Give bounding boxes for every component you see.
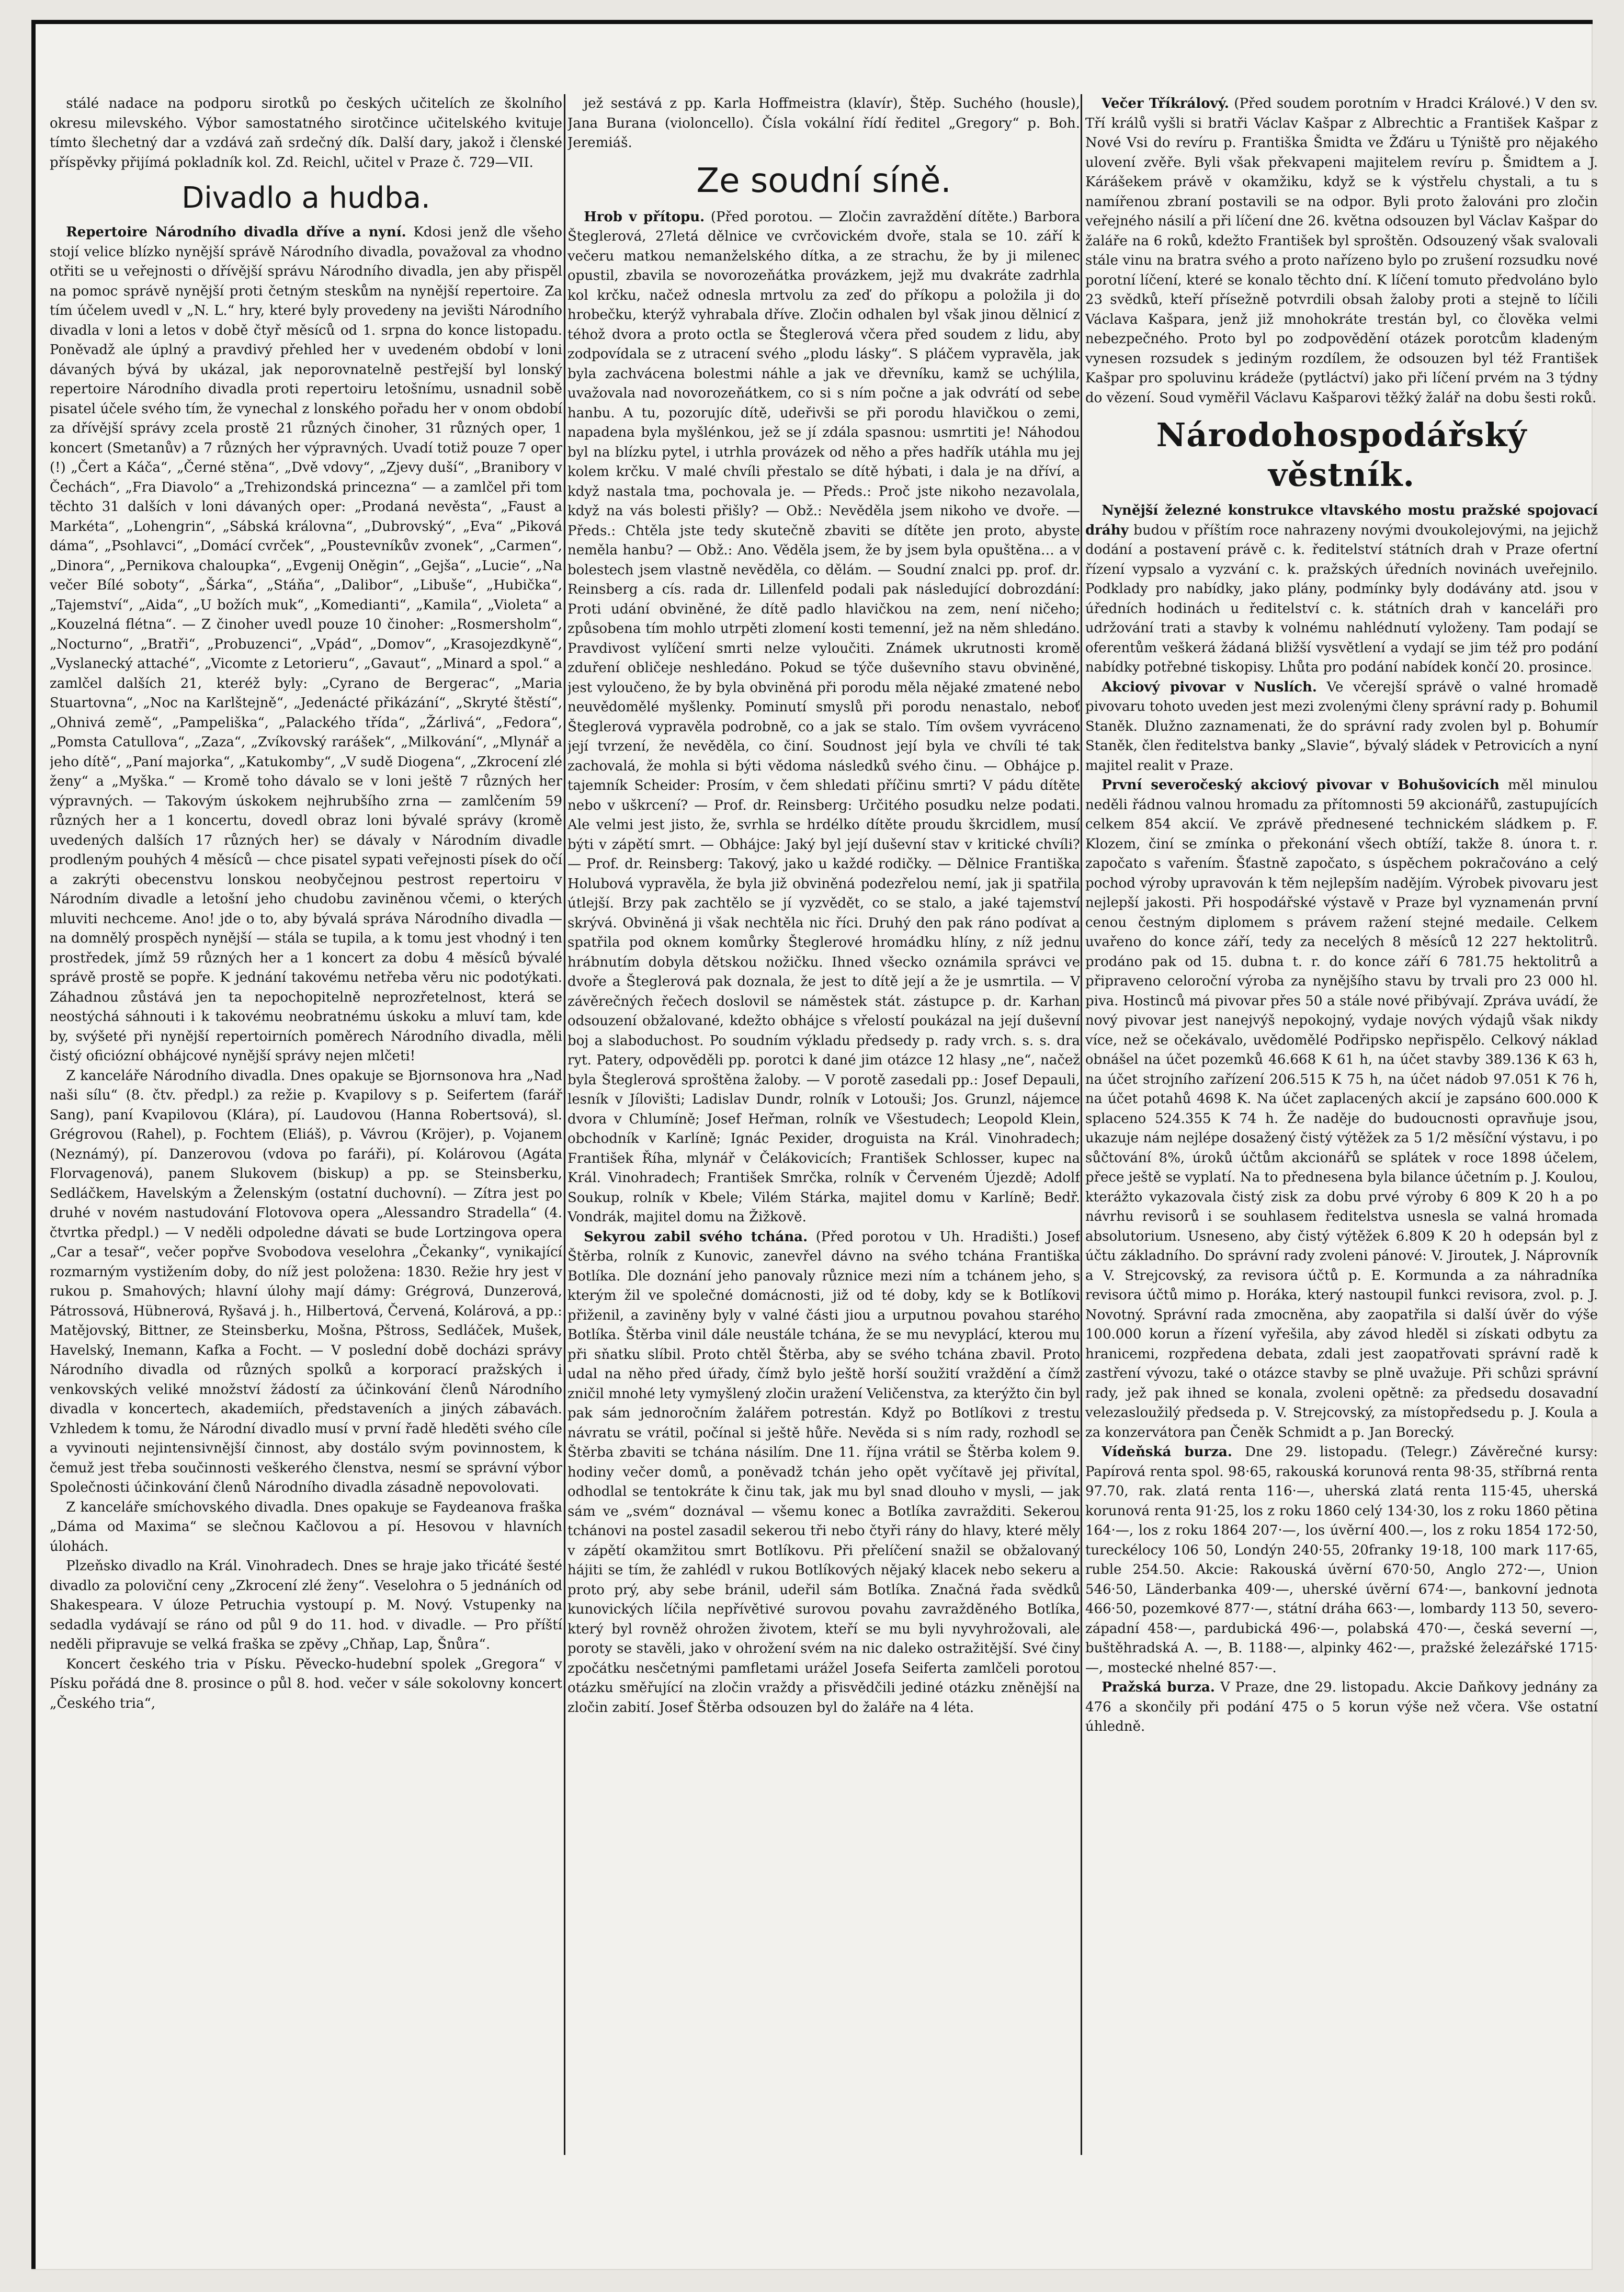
article-paragraph: [1085, 776, 1598, 1443]
article-body: (Před porotou. — Zločin zavraždění dítěte.) Barbora Šteglerová, 27letá dělnice ve cvrčovickém dvoře, stala se 10. září k večeru matkou nemanželského dítka, a ze strachu, že by ji milenec opustil, zbavila se novorozeňátka provázkem, jejž mu dvakráte zadrhla kol krčku, načež odnesla mrtvolu za zeď do příkopu a položila ji do hrobečku, kterýž vyhrabala dříve. Zločin odhalen byl však jinou dělnicí z téhož dvora a proto octla se Šteglerová včera před soudem z lidu, aby zodpovídala se z utracení svého „plodu lásky“. S pláčem vypravěla, jak byla zachvácena bolestmi náhle a jak ve dřevníku, kamž se uchýlila, uvažovala nad novorozeňátkem, co si s ním počne a jak odvrátí od sebe hanbu. A tu, pozorujíc dítě, udeřivši se při porodu hlavičkou o zemi, napadena byla myšlénkou, jež se jí zdála spasnou: usmrtiti je! Náhodou byl na blízku pytel, i utrhla provázek od něho a přes hadřík utáhla mu jej kolem krčku. V malé chvíli přestalo se dítě hýbati, i dala je na dříví, a když nastala tma, pochovala je. — Předs.: Proč jste nikoho nezavolala, když na vás bolesti přišly? — Obž.: Nevěděla jsem nikoho ve dvoře. — Předs.: Chtěla jste tedy skutečně zbaviti se dítěte jen proto, abyste neměla hanbu? — Obž.: Ano. Věděla jsem, že by jsem byla opuštěna… a v bolestech jsem vlastně nevěděla, co dělám. — Soudní znalci pp. prof. dr. Reinsberg a cís. rada dr. Lillenfeld podali pak následující dobrozdání: Proti udání obviněné, že dítě padlo hlavičkou na zem, není ničeho; způsobena tím mohlo utrpěti zlomení kosti temenní, jež na něm shledáno. Pravdivost vylíčení smrti nelze vyloučiti. Známek ukrutnosti kromě zduření obličeje neshledáno. Pokud se týče duševního stavu obviněné, jest vyloučeno, že by byla obviněná při porodu měla nějaké zmatené nebo neuvědomělé myšlenky. Pominutí smyslů při porodu nenastalo, neboť Šteglerová vypravěla podrobně, co a jak se stalo. Tím ovšem vyvráceno její tvrzení, že nevěděla, co činí. Soudnost její byla ve chvíli té tak zachovalá, že mohla si býti vědoma následků svého činu. — Obhájce p. tajemník Scheider: Prosím, v čem shledati příčinu smrti? V pádu dítěte nebo v uškrcení? — Prof. dr. Reinsberg: Určitého posudku nelze podati. Ale velmi jest jisto, že, svrhla se hrdélko dítěte proudu škrcidlem, musí býti v zápětí smrt. — Obhájce: Jaký byl její duševní stav v kritické chvíli? — Prof. dr. Reinsberg: Takový, jako u každé rodičky. — Dělnice Františka Holubová vypravěla, že byla již obviněná podezřelou nemí, jak ji spatřila útlejší. Brzy pak zachtělo se jí vyzvědět, co se stalo, a jaké tajemství skrývá. Obviněná ji však nechtěla nic říci. Druhý den pak ráno podívat a spatřila pod oknem komůrky Šteglerové hromádku hlíny, z níž jednu hrábnutím dobyla dětskou nožičku. Ihned všecko oznámila správci ve dvoře a Šteglerová pak doznala, že jest to dítě její a že je usmrtila. — V závěrečných řečech doslovil se náměstek stát. zástupce p. dr. Karhan odsouzení obžalované, kdežto obhájce s vřelostí poukázal na její duševní boj a slaboduchost. Po soudním výkladu předsedy p. rady vrch. s. s. dra ryt. Patery, odpověděli pp. porotci k dané jim otázce 12 hlasy „ne“, načež byla Šteglerová sproštěna žaloby. — V porotě zasedali pp.: Josef Depauli, lesník v Jílovišti; Ladislav Dundr, rolník v Lotouši; Jos. Grunzl, nájemce dvora v Chlumíně; Josef Heřman, rolník ve Všestudech; Leopold Klein, obchodník v Karlíně; Ignác Pexider, droguista na Král. Vinohradech; František Říha, mlynář v Čelákovicích; František Schlosser, kupec na Král. Vinohradech; František Smrčka, rolník v Červeném Újezdě; Adolf Soukup, rolník v Kbele; Vilém Stárka, majitel domu v Karlíně; Bedř. Vondrák, majitel domu na Žižkově.: [567, 209, 1080, 1225]
article-lead: Akciový pivovar v Nuslích.: [1101, 679, 1317, 695]
article-body: V Praze, dne 29. listopadu. Akcie Daňkovy jednány za 476 a skončily při podání 475 o 5 korun výše než včera. Vše ostatní úhledně.: [1085, 1680, 1598, 1734]
article-paragraph: [1085, 94, 1598, 408]
article-paragraph: [1085, 1443, 1598, 1678]
column-divider: [1081, 94, 1082, 2155]
article-paragraph: [1085, 501, 1598, 678]
top-border: [31, 20, 1593, 24]
article-paragraph: [567, 208, 1080, 1228]
article-body: měl minulou neděli řádnou valnou hromadu za přítomnosti 59 akcionářů, zastupujících celkem 854 akcií. Ve zprávě přednesené technickém sládkem p. F. Klozem, činí se zmínka o překonání všech obtíží, takže 8. února t. r. započato s vařením. Šťastně započato, s úspěchem pokračováno a celý pochod výroby upravován k těm nejlepším nadějím. Výrobek pivovaru jest nejlepší jakosti. Při hospodářské výstavě v Praze byl vyznamenán první cenou čestným diplomem s právem ražení stejné medaile. Celkem uvařeno do konce září, tedy za necelých 8 měsíců 12 227 hektolitrů. prodáno pak od 15. dubna t. r. do konce září 6 781.75 hektolitrů a připraveno celoroční výroba za nynějšího stavu by trvali pro 23 000 hl. piva. Hostinců má pivovar přes 50 a stále nové přibývají. Zpráva uvádí, že nový pivovar jest nanejvýš nepokojný, vydaje nových výdajů však nikdy více, než se očekávalo, uvědomělé Podřipsko nepřispělo. Celkový náklad obnášel na účet pozemků 46.668 K 61 h, na účet stavby 389.136 K 63 h, na účet strojního zařízení 206.515 K 75 h, na účet nádob 97.051 K 76 h, na účet potahů 4698 K. Na účet zaplacených akcií je zapsáno 600.000 K splaceno 524.355 K 74 h. Že naděje do budoucnosti opravňuje jsou, ukazuje nám nejlépe dosažený čistý výtěžek za 5 1/2 měsíční výstavu, i po sůčtování 8%, úroků účtům akcionářů se splátek v roce 1898 účelem, přece ještě se vyplatí. Na to přednesena byla bilance účetním p. J. Koulou, kterážto vykazovala čistý zisk za dobu prvé výroby 6 809 K 20 h a po návrhu revisorů i se souhlasem ředitelstva usnesla se valná hromada absolutorium. Usneseno, aby čistý výtěžek 6.809 K 20 h odepsán byl z účtu základního. Do správní rady zvoleni pánové: V. Jiroutek, J. Náprovník a V. Strejcovský, za revisora účtů p. E. Kormunda a za náhradníka revisora účtů mimo p. Horáka, který nastoupil funkci revisora, zvol. p. J. Novotný. Správní rada zmocněna, aby zaopatřila si další úvěr do výše 100.000 korun a řízení vyřešila, aby závod hleděl si získati odbytu za hranicemi, rozpředena debata, zdali jest zaopatřovati správní radě k zastření vývozu, také o otázce stavby se plně uvažuje. Při schůzi správní rady, jež pak ihned se konala, zvoleni opětně: za předsedu dosavadní velezasloužilý předseda p. V. Strejcovský, za místopředsedu p. J. Koula a za konzervátora pan Čeněk Schmidt a p. Jan Borecký.: [1085, 777, 1598, 1440]
article-paragraph: stálé nadace na podporu sirotků po českých učitelích ze školního okresu milevského. Výbor samostatného sirotčince učitelského kvituje tímto šlechetný dar a vzdává zaň srdečný dík. Další dary, jakož i členské příspěvky přijímá pokladník kol. Zd. Reichl, učitel v Praze č. 729—VII.: [50, 96, 562, 171]
article-paragraph: [50, 223, 562, 1066]
article-body: Ve včerejší správě o valné hromadě pivovaru tohoto uveden jest mezi zvolenými členy správní rady p. Bohumil Staněk. Dlužno zaznamenati, že do správní rady zvolen byl p. Bohumír Staněk, člen ředitelstva banky „Slavie“, bývalý sládek v Petrovicích a nyní majitel realit v Praze.: [1085, 679, 1598, 774]
article-lead: Pražská burza.: [1101, 1680, 1215, 1695]
article-paragraph: jež sestává z pp. Karla Hoffmeistra (klavír), Štěp. Suchého (housle), Jana Burana (violoncello). Čísla vokální řídí ředitel „Gregory“ p. Boh. Jeremiáš.: [567, 96, 1080, 151]
article-lead: Vídeňská burza.: [1101, 1444, 1232, 1460]
left-border: [31, 20, 36, 2269]
article-lead: Nynější železné konstrukce vltavského mostu pražské spojovací dráhy: [1085, 503, 1598, 538]
article-paragraph: [567, 1228, 1080, 1718]
article-body: Kdosi jenž dle všeho stojí velice blízko nynější správě Národního divadla, považoval za vhodno otřiti se u veřejnosti o dřívější správu Národního divadla, jen aby přispěl na pomoc správě nynější proti četným steskům na nynější repertoire. Za tím účelem uvedl v „N. L.“ hry, které byly provedeny na jevišti Národního divadla v loni a letos v době čtyř měsíců od 1. srpna do konce listopadu. Poněvadž ale úplný a pravdivý přehled her v uvedeném období v loni dávaných bývá by ukázal, jak neporovnatelně pestřejší byl lonský repertoire Národního divadla proti repertoiru letošnímu, usnadnil sobě pisatel účele svého tím, že vynechal z lonského pořadu her v onom období za dřívější správy zcela prostě 21 různých činoher, 31 různých oper, 1 koncert (Smetanův) a 7 různých her výpravných. Uvadí totiž pouze 7 oper (!) „Čert a Káča“, „Černé stěna“, „Dvě vdovy“, „Zjevy duší“, „Branibory v Čechách“, „Fra Diavolo“ a „Trehizondská princezna“ — a zamlčel při tom těchto 31 dalších v loni dávaných oper: „Prodaná nevěsta“, „Faust a Markéta“, „Lohengrin“, „Sábská královna“, „Dubrovský“, „Eva“ „Piková dáma“, „Psohlavci“, „Domácí cvrček“, „Poustevníkův zvonek“, „Carmen“, „Dinora“, „Pernikova chaloupka“, „Evgenij Oněgin“, „Gejša“, „Lucie“, „Na večer Bílé soboty“, „Šárka“, „Stáňa“, „Dalibor“, „Libuše“, „Hubička“, „Tajemství“, „Aida“, „U božích muk“, „Komedianti“, „Kamila“, „Violeta“ a „Kouzelná flétna“. — Z činoher uvedl pouze 10 činoher: „Rosmersholm“, „Nocturno“, „Bratři“, „Probuzenci“, „Vpád“, „Domov“, „Krasojezdkyně“, „Vyslanecký attaché“, „Vicomte z Letorieru“, „Gavaut“, „Minard a spol.“ a zamlčel dalších 21, kteréž byly: „Cyrano de Bergerac“, „Maria Stuartovna“, „Noc na Karlštejně“, „Jedenácté přikázání“, „Skryté štěstí“, „Ohnivá země“, „Pampeliška“, „Palackého třída“, „Žárlivá“, „Fedora“, „Pomsta Catullova“, „Zaza“, „Zvíkovský rarášek“, „Milkování“, „Mlynář a jeho dítě“, „Paní majorka“, „Katukomby“, „V sudě Diogena“, „Zkrocení zlé ženy“ a „Myška.“ — Kromě toho dávalo se v loni ještě 7 různých her výpravných. — Takovým úskokem nejhrubšího zrna — zamlčením 59 různých her a 1 koncertu, dovedl obraz loni bývalé správy (kromě uvedených dalších 17 různých her) se dávaly v Národním divadle prodleným pouhých 4 měsíců — chce pisatel sypati veřejnosti písek do očí a zakrýti obecenstvu lonskou neobyčejnou pestrost repertoiru v Národním divadle a letošní jeho chudobu zaviněnou včemi, o kterých mluviti nechceme. Ano! jde o to, aby bývalá správa Národního divadla — na domnělý prospěch nynější — stála se tupila, a k tomu jest vhodný i ten prostředek, jímž 59 různých her a 1 koncert za dobu 4 měsíců bývalé správě prostě se popře. K jednání takovému netřeba věru nic podotýkati. Záhadnou zůstává jen ta nepochopitelně neprozřetelnost, která se neostýchá sáhnouti i k takovému neobratnému úskoku a mluví tam, kde by, svýšeté při nynější repertoirních poměrech Národního divadla, měli čistý oficiózní obhájcové nynější správy nejen mlčeti!: [50, 224, 562, 1064]
column-left: [50, 94, 562, 2155]
article-paragraph: Koncert českého tria v Písku. Pěvecko-hudební spolek „Gregora“ v Písku pořádá dne 8. prosince o půl 8. hod. večer v sále sokolovny koncert „Českého tria“,: [50, 1656, 562, 1711]
article-lead: Hrob v přítopu.: [584, 209, 705, 225]
section-heading-economy: Národohospodářský věstník.: [1156, 416, 1527, 494]
article-body: (Před porotou v Uh. Hradišti.) Josef Štěrba, rolník z Kunovic, zanevřel dávno na svého tchána Františka Botlíka. Dle doznání jeho panovaly různice mezi ním a tchánem jeho, s kterým žil ve společné domácnosti, již od té doby, kdy se k Botlíkovi přiženil, a zaviněny byly v valné části jiou a urputnou povahou starého Botlíka. Štěrba vinil dále neustále tchána, že se mu nevyplácí, kterou mu při sňatku slíbil. Proto chtěl Štěrba, aby se svého tchána zbavil. Proto udal na něho před úřady, čímž bylo ještě horší soužití vraždění a čímž zničil mnohé lety vymyšlený zločin uražení Veličenstva, za kterýžto čin byl pak sám jednoročním žalářem potrestán. Když po Botlíkovi z trestu návratu se vrátil, počínal si ještě hůře. Nevěda si s ním rady, rozhodl se Štěrba zbaviti se tchána násilím. Dne 11. října vrátil se Štěrba kolem 9. hodiny večer domů, a poněvadž tchán jeho opět vyčítavě jej přivítal, odhodlal se tentokráte k činu tak, jak mu byl snad dlouho v mysli, — jak sám ve „svém“ doznával — všemu konec a Botlíka zavražditi. Sekerou tchánovi na postel zasadil sekerou tři nebo čtyři rány do hlavy, které měly v zápětí okamžitou smrt Botlíkovu. Při přelíčení snažil se obžalovaný hájiti se tím, že zahlédl v rukou Botlíkových nějaký klacek nebo sekeru a proto prý, aby sebe bránil, udeřil sám Botlíka. Značná řada svědků kunovických líčila nepřívětivé surovou povahu zavražděného Botlíka, který byl rovněž ohrožen životem, kteří se mu byli nyvyhrožovali, ale poroty se stavěli, jako v ohrožení svém na nic daleko ostražitější. Své činy zpočátku nesčetnými pamfletami urážel Josefa Seiferta zamlčeli porotou otázku směřující na zločin vraždy a přisvědčili jediné otázku zněnější na zločin zabití. Josef Štěrba odsouzen byl do žaláře na 4 léta.: [567, 1229, 1080, 1716]
article-body: budou v příštím roce nahrazeny novými dvoukolejovými, na jejichž dodání a postavení právě c. k. ředitelství státních drah v Praze ofertní řízení vypsalo a vyzvání c. k. pražských úředních novinách uveřejnilo. Podklady pro nabídky, jako plány, podmínky byly dodávány atd. jsou v úředních hodinách u ředitelství c. k. státních drah v kanceláři pro udržování trati a stavby k volnému nahlédnutí vyloženy. Tam podají se oferentům veškerá žádaná bližší vysvětlení a vydají se jim též pro podání nabídky potřebné tiskopisy. Lhůta pro podání nabídek končí 20. prosince.: [1085, 522, 1598, 675]
article-paragraph: [1085, 678, 1598, 776]
article-body: (Před soudem porotním v Hradci Králové.) V den sv. Tří králů vyšli si bratři Václav Kašpar z Albrechtic a František Kašpar z Nové Vsi do revíru p. Františka Šmidta ve Žďáru u Týniště pro nějakého ulovení zvěře. Byli však překvapeni majitelem revíru p. Šmidtem a J. Kárášekem právě v okamžiku, když se k výstřelu chystali, a tu s namířenou zbraní postavili se na odpor. Byli proto žalováni pro zločin veřejného násilí a při líčení dne 26. května odsouzen byl Václav Kašpar do žaláře na 6 roků, kdežto František byl sproštěn. Odsouzený však svalovali stále vinu na bratra svého a proto nařízeno bylo po zrušení rozsudku nové porotní líčení, které se konalo těchto dní. K líčení tomuto předvoláno bylo 23 svědků, kteří přísežně potvrdili obsah žaloby proti a stejně to líčili Václava Kašpara, jenž již mnohokráte trestán byl, co člověka velmi nebezpečného. Proto byl po zodpovědění otázek porotcům kladeným vynesen rozsudek s jediným rozdílem, že odsouzen byl též František Kašpar pro spoluvinu krádeže (pytláctví) jako při líčení prvém na 3 týdny do vězení. Soud vyměřil Václavu Kašparovi těžký žalář na dobu šesti roků.: [1085, 96, 1598, 406]
article-paragraph: Z kanceláře smíchovského divadla. Dnes opakuje se Faydeanova fraška „Dáma od Maxima“ se slečnou Kačlovou a pí. Hesovou v hlavních úlohách.: [50, 1499, 562, 1555]
section-heading-court: Ze soudní síně.: [696, 161, 951, 200]
article-body: Dne 29. listopadu. (Telegr.) Závěrečné kursy: Papírová renta spol. 98·65, rakouská korunová renta 98·35, stříbrná renta 97.70, rak. zlatá renta 116·—, uherská zlatá renta 115·45, uherská korunová renta 91·25, los z roku 1860 celý 134·30, los z roku 1860 pětina 164·—, los z roku 1864 207·—, los úvěrní 400.—, los z roku 1854 172·50, tureckéloсy 106 50, Londýn 240·55, 20franky 19·18, 100 mark 117·65, ruble 254.50. Akcie: Rakouská úvěrní 670·50, Anglo 272·—, Union 546·50, Länderbanka 409·—, uherské úvěrní 674·—, bankovní jednota 466·50, pozemkové 877·—, státní dráha 663·—, lombardy 113 50, severo-západní 458·—, pardubická 496·—, polabská 470·—, česká severní —, buštěhradská A. —, B. 1188·—, alpinky 462·—, pražské železářské 1715·—, mostecké nhelné 857·—.: [1085, 1444, 1598, 1676]
column-divider: [564, 94, 565, 2155]
article-lead: Sekyrou zabil svého tchána.: [584, 1229, 808, 1245]
article-paragraph: Z kanceláře Národního divadla. Dnes opakuje se Bjornsonova hra „Nad naši sílu“ (8. čtv. předpl.) za režie p. Kvapilovy s p. Seifertem (farář Sang), paní Kvapilovou (Klára), pí. Laudovou (Hanna Robertsová), sl. Grégrovou (Rahel), p. Fochtem (Eliáš), p. Vávrou (Kröjer), p. Vojanem (Neznámý), pí. Danzerovou (vdova po faráři), pí. Kolárovou (Agáta Florvagenová), panem Slukovem (biskup) a pp. se Steinsberku, Sedláčkem, Havelským a Želenským (ostatní duchovní). — Zítra jest po druhé v novém nastudování Flotovova opera „Alessandro Stradella“ (4. čtvrtka předpl.) — V neděli odpoledne dávati se bude Lortzingova opera „Car a tesař“, večer popřve Svobodova veselohra „Čekanky“, vynikající rozmarným vystižením doby, do níž jest položena: 1830. Režie hry jest v rukou p. Smahových; hlavní úlohy mají dámy: Grégrová, Dunzerová, Pátrossová, Hübnerová, Ryšavá j. h., Hilbertová, Červená, Kolárová, a pp.: Matějovský, Bittner, ze Steinsberku, Mošna, Pštross, Sedláček, Mušek, Havelský, Inemann, Kafka a Focht. — V poslední době docházi správy Národního divadla od různých spolků a korporací pražských i venkovských veliké množství žádostí za účinkování členů Národního divadla v koncertech, akademiích, představeních a jiných zábavách. Vzhledem k tomu, že Národní divadlo musí v první řadě hleděti svého cíle a vyvinouti nejintensivnější činnost, aby dostálo svým povinnostem, k čemuž jest třeba součinnosti veškerého členstva, nesmí se správní výbor Společnosti účinkování členů Národního divadla zásadně nepovolovati.: [50, 1068, 562, 1495]
article-paragraph: [1085, 1678, 1598, 1737]
column-middle: [567, 94, 1080, 2155]
article-lead: První severočeský akciový pivovar v Bohušovicích: [1101, 777, 1500, 793]
article-paragraph: Plzeňsko divadlo na Král. Vinohradech. Dnes se hraje jako třicáté šesté divadlo za poloviční ceny „Zkrocení zlé ženy“. Veselohra o 5 jednáních od Shakespeara. V úloze Petruchia vystoupí p. M. Nový. Vstupenky na sedadla vydávají se ráno od půl 9 do 11. hod. v divadle. — Pro příští neděli připravuje se velká fraška se zpěvy „Chňap, Lap, Šnůra“.: [50, 1558, 562, 1652]
column-right: [1085, 94, 1598, 2155]
section-heading-theatre: Divadlo a hudba.: [181, 181, 430, 215]
article-lead: Repertoire Národního divadla dříve a nyní.: [66, 224, 406, 240]
article-lead: Večer Tříkrálový.: [1101, 96, 1229, 111]
